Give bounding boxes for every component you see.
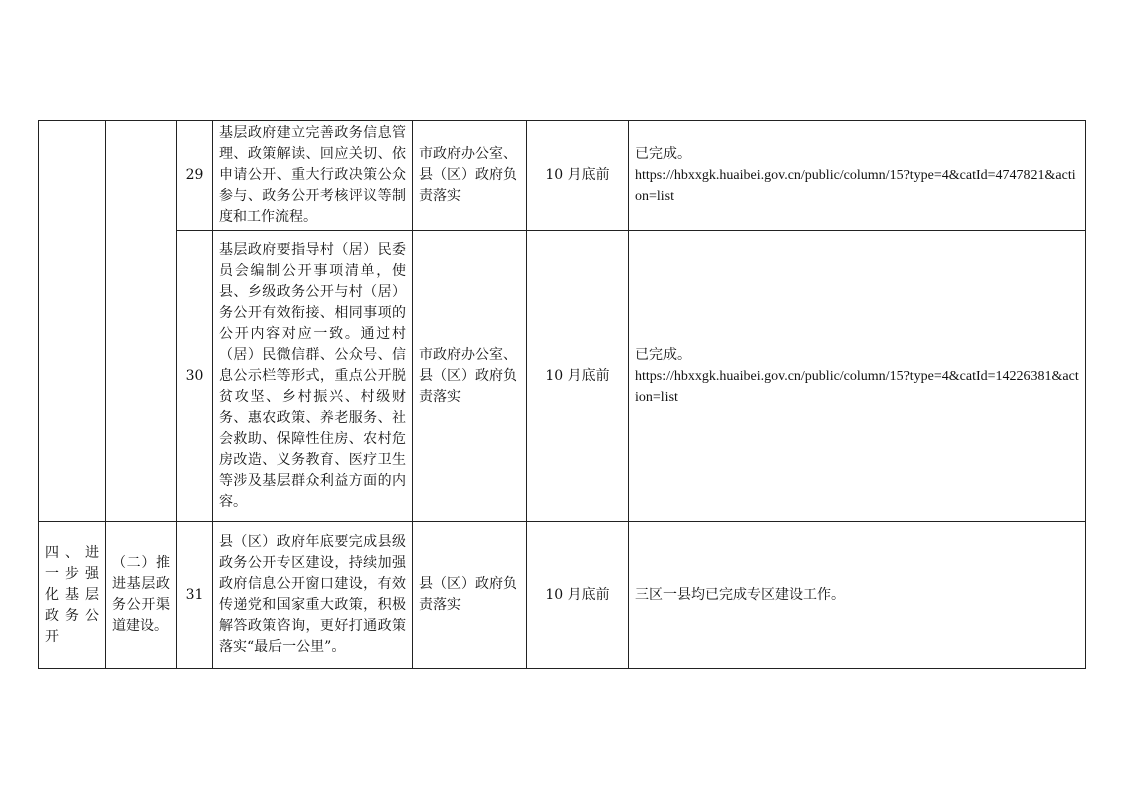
subcategory-cell — [106, 121, 177, 522]
deadline: 10 月底前 — [527, 522, 629, 669]
table-row — [39, 121, 1086, 231]
responsible-department: 县（区）政府负责落实 — [413, 522, 527, 669]
task-description: 基层政府建立完善政务信息管理、政策解读、回应关切、依申请公开、重大行政决策公众参与、政务公开考核评议等制度和工作流程。 — [213, 121, 413, 231]
row-number: 30 — [177, 231, 213, 522]
subcategory-cell: （二）推进基层政务公开渠道建设。 — [106, 522, 177, 669]
row-number: 31 — [177, 522, 213, 669]
responsible-department: 市政府办公室、县（区）政府负责落实 — [413, 121, 527, 231]
status-text: 已完成。 — [635, 146, 691, 162]
completion-status-cell — [629, 121, 1086, 231]
completion-status-cell — [629, 231, 1086, 522]
task-description: 基层政府要指导村（居）民委员会编制公开事项清单，使县、乡级政务公开与村（居）务公开有效衔接、相同事项的公开内容对应一致。通过村（居）民微信群、公众号、信息公示栏等形式，重点公开脱贫攻坚、乡村振兴、村级财务、惠农政策、养老服务、社会救助、保障性住房、农村危房改造、义务教育、医疗卫生等涉及基层群众利益方面的内容。 — [213, 231, 413, 522]
category-cell — [39, 121, 106, 522]
completion-status: 三区一县均已完成专区建设工作。 — [629, 522, 1086, 669]
table-row — [39, 522, 1086, 669]
deadline: 10 月底前 — [527, 231, 629, 522]
responsible-department: 市政府办公室、县（区）政府负责落实 — [413, 231, 527, 522]
source-url: https://hbxxgk.huaibei.gov.cn/public/column/15?type=4&catId=4747821&action=list — [635, 168, 1076, 204]
row-number: 29 — [177, 121, 213, 231]
deadline: 10 月底前 — [527, 121, 629, 231]
status-text: 已完成。 — [635, 346, 691, 363]
task-description: 县（区）政府年底要完成县级政务公开专区建设，持续加强政府信息公开窗口建设，有效传递党和国家重大政策，积极解答政策咨询，更好打通政策落实“最后一公里”。 — [213, 522, 413, 669]
category-cell: 四、进一步强化基层政务公开 — [39, 522, 106, 669]
table-row — [39, 231, 1086, 522]
task-table — [38, 120, 1086, 669]
source-url: https://hbxxgk.huaibei.gov.cn/public/column/15?type=4&catId=14226381&action=list — [635, 368, 1079, 405]
